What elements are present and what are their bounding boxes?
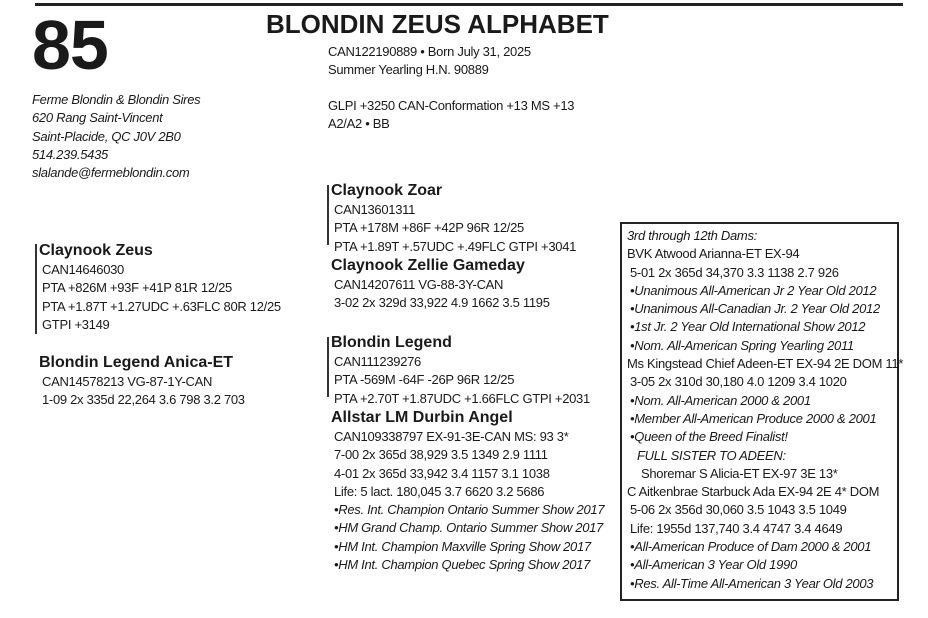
sire-sire-name: Claynook Zoar <box>331 182 443 199</box>
dam-sire-name: Blondin Legend <box>331 334 452 351</box>
dam-dam-block <box>331 408 604 574</box>
dam-record: 1-09 2x 335d 22,264 3.6 798 3.2 703 <box>42 392 245 408</box>
breeder-address-1: 620 Rang Saint-Vincent <box>32 110 163 126</box>
sire-gtpi: GTPI +3149 <box>42 316 110 332</box>
extended-dams-lines <box>627 245 903 593</box>
lot-number: 85 <box>32 6 108 84</box>
animal-info <box>328 43 574 133</box>
sire-sire-id: CAN13601311 <box>334 202 416 217</box>
sire-pta-2: PTA +1.87T +1.27UDC +.63FLC 80R 12/25 <box>42 298 281 314</box>
dam-sire-pta: PTA -569M -64F -26P 96R 12/25 <box>334 372 515 388</box>
extended-dam-award: •Member All-American Produce 2000 & 2001 <box>630 410 877 426</box>
dam-name: Blondin Legend Anica-ET <box>39 354 234 371</box>
extended-dam-name: BVK Atwood Arianna-ET EX-94 <box>627 246 800 262</box>
dam-dam-award: •HM Grand Champ. Ontario Summer Show 2017 <box>334 520 603 536</box>
sire-sire-block <box>331 181 576 256</box>
dam-sire-id: CAN111239276 <box>334 354 421 369</box>
extended-dam-award: •Unanimous All-American Jr 2 Year Old 2012 <box>630 282 877 298</box>
sire-id: CAN14646030 <box>42 262 124 277</box>
animal-name: BLONDIN ZEUS ALPHABET <box>266 9 609 39</box>
breeder-address-2: Saint-Placide, QC J0V 2B0 <box>32 128 181 144</box>
extended-dam-award: •Res. All-Time All-American 3 Year Old 2003 <box>630 575 874 591</box>
breeder-name: Ferme Blondin & Blondin Sires <box>32 92 201 107</box>
sire-pta: PTA +826M +93F +41P 81R 12/25 <box>42 280 232 296</box>
top-rule <box>35 3 903 6</box>
extended-dams-heading: 3rd through 12th Dams: <box>627 228 757 243</box>
sire-name: Claynook Zeus <box>39 242 153 259</box>
extended-dam-name: Shoremar S Alicia-ET EX-97 3E 13* <box>641 465 838 481</box>
sire-sire-pta-2: PTA +1.89T +.57UDC +.49FLC GTPI +3041 <box>334 238 577 254</box>
extended-dam-record: Life: 1955d 137,740 3.4 4747 3.4 4649 <box>630 520 843 536</box>
dam-dam-name: Allstar LM Durbin Angel <box>331 409 513 426</box>
dam-sire-bracket <box>327 337 329 397</box>
dam-dam-record: 4-01 2x 365d 33,942 3.4 1157 3.1 1038 <box>334 465 550 481</box>
breeder-email[interactable]: slalande@fermeblondin.com <box>32 165 190 181</box>
sire-block <box>39 241 281 334</box>
sire-dam-name: Claynook Zellie Gameday <box>331 257 525 274</box>
animal-class: Summer Yearling H.N. 90889 <box>328 62 489 78</box>
dam-sire-block <box>331 333 590 408</box>
sire-dam-id: CAN14207611 VG-88-3Y-CAN <box>334 277 504 292</box>
extended-dam-record: 5-06 2x 356d 30,060 3.5 1043 3.5 1049 <box>630 502 847 518</box>
animal-id-born: CAN122190889 • Born July 31, 2025 <box>328 44 531 59</box>
extended-dam-award: •Nom. All-American 2000 & 2001 <box>630 392 811 408</box>
extended-dam-record: 5-01 2x 365d 34,370 3.3 1138 2.7 926 <box>630 264 839 280</box>
sire-sire-bracket <box>327 185 329 245</box>
dam-block <box>39 353 245 410</box>
dam-sire-pta-2: PTA +2.70T +1.87UDC +1.66FLC GTPI +2031 <box>334 390 590 406</box>
extended-dam-award: FULL SISTER TO ADEEN: <box>637 447 786 463</box>
dam-dam-record: 7-00 2x 365d 38,929 3.5 1349 2.9 1111 <box>334 447 548 463</box>
extended-dam-award: •All-American 3 Year Old 1990 <box>630 557 797 573</box>
dam-dam-id: CAN109338797 EX-91-3E-CAN MS: 93 3* <box>334 429 569 444</box>
extended-dams-content <box>627 227 903 593</box>
dam-dam-record: Life: 5 lact. 180,045 3.7 6620 3.2 5686 <box>334 483 545 499</box>
breeder-phone: 514.239.5435 <box>32 146 108 162</box>
breeder-info <box>32 91 200 182</box>
extended-dam-name: Ms Kingstead Chief Adeen-ET EX-94 2E DOM 11* <box>627 356 904 372</box>
sire-sire-pta: PTA +178M +86F +42P 96R 12/25 <box>334 220 524 236</box>
dam-dam-award: •HM Int. Champion Maxville Spring Show 2017 <box>334 538 591 554</box>
animal-genes: A2/A2 • BB <box>328 115 390 131</box>
sire-dam-block <box>331 256 550 313</box>
animal-genomics: GLPI +3250 CAN-Conformation +13 MS +13 <box>328 97 575 113</box>
extended-dam-award: •Queen of the Breed Finalist! <box>630 429 788 445</box>
extended-dam-record: 3-05 2x 310d 30,180 4.0 1209 3.4 1020 <box>630 374 847 390</box>
dam-dam-award: •Res. Int. Champion Ontario Summer Show 2017 <box>334 502 605 518</box>
extended-dam-name: C Aitkenbrae Starbuck Ada EX-94 2E 4* DOM <box>627 484 880 500</box>
extended-dam-award: •1st Jr. 2 Year Old International Show 2012 <box>630 319 866 335</box>
extended-dam-award: •Nom. All-American Spring Yearling 2011 <box>630 337 854 353</box>
dam-dam-award: •HM Int. Champion Quebec Spring Show 2017 <box>334 557 591 573</box>
extended-dam-award: •Unanimous All-Canadian Jr. 2 Year Old 2012 <box>630 301 880 317</box>
sire-bracket <box>35 244 37 334</box>
extended-dam-award: •All-American Produce of Dam 2000 & 2001 <box>630 539 872 555</box>
sire-dam-record: 3-02 2x 329d 33,922 4.9 1662 3.5 1195 <box>334 295 550 311</box>
dam-id: CAN14578213 VG-87-1Y-CAN <box>42 374 213 389</box>
